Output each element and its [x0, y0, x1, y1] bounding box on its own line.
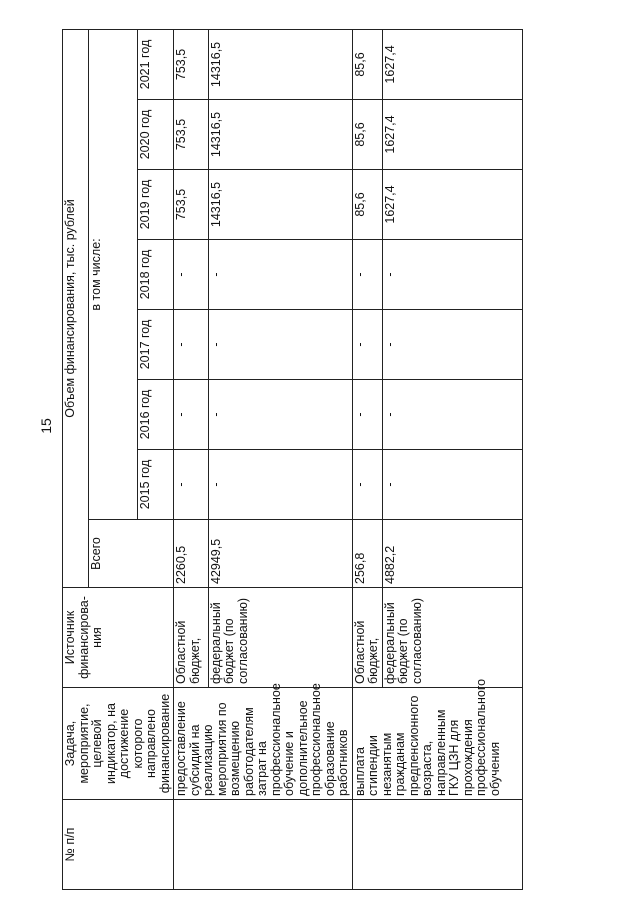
- header-source: Источник финансирова-ния: [63, 588, 174, 688]
- row-value: 14316,5: [208, 29, 352, 99]
- row-source: федеральный бюджет (по согласованию): [382, 588, 522, 688]
- row-total: 4882,2: [382, 520, 522, 588]
- row-task: предоставление субсидий на реализацию мероприятия по возмещению работодателям затрат на профессиональное обучение и дополнительное профессиональное образование работников: [174, 688, 353, 800]
- row-value: 753,5: [174, 100, 209, 170]
- row-total: 42949,5: [208, 520, 352, 588]
- row-task: выплата стипендии незанятым гражданам предпенсионного возраста, направленным ГКУ ЦЗН для прохождения профессионального обучения: [352, 688, 522, 800]
- header-volume: Объем финансирования, тыс. рублей: [63, 29, 89, 587]
- row-value: -: [174, 310, 209, 380]
- row-value: 14316,5: [208, 170, 352, 240]
- row-value: 85,6: [352, 29, 382, 99]
- row-value: -: [382, 310, 522, 380]
- row-value: -: [174, 380, 209, 450]
- row-value: 14316,5: [208, 100, 352, 170]
- header-year: 2019 год: [138, 170, 174, 240]
- row-value: -: [174, 240, 209, 310]
- header-year: 2021 год: [138, 29, 174, 99]
- row-value: -: [208, 450, 352, 520]
- row-num: [352, 800, 522, 890]
- row-value: 1627,4: [382, 170, 522, 240]
- row-value: -: [352, 450, 382, 520]
- page-number: 15: [38, 418, 54, 434]
- header-task: Задача, мероприятие, целевой индикатор, на достижение которого направлено финансирование: [63, 688, 174, 800]
- row-num: [174, 800, 353, 890]
- header-year: 2018 год: [138, 240, 174, 310]
- row-total: 256,8: [352, 520, 382, 588]
- row-value: -: [382, 380, 522, 450]
- row-total: 2260,5: [174, 520, 209, 588]
- row-value: -: [174, 450, 209, 520]
- financing-table-rotated: [62, 30, 500, 890]
- row-value: 753,5: [174, 170, 209, 240]
- header-year: 2016 год: [138, 380, 174, 450]
- row-value: -: [352, 310, 382, 380]
- row-source: федеральный бюджет (по согласованию): [208, 588, 352, 688]
- header-year: 2015 год: [138, 450, 174, 520]
- row-value: -: [352, 240, 382, 310]
- row-value: 1627,4: [382, 29, 522, 99]
- row-value: -: [382, 450, 522, 520]
- header-year: 2020 год: [138, 100, 174, 170]
- financing-table: [62, 29, 523, 890]
- header-including: в том числе:: [89, 29, 138, 519]
- row-value: 1627,4: [382, 100, 522, 170]
- row-value: -: [208, 240, 352, 310]
- row-value: -: [208, 310, 352, 380]
- row-value: -: [352, 380, 382, 450]
- table-row: [174, 29, 209, 889]
- header-num: № п/п: [63, 800, 174, 890]
- row-source: Областной бюджет,: [174, 588, 209, 688]
- row-source: Областной бюджет,: [352, 588, 382, 688]
- row-value: 85,6: [352, 170, 382, 240]
- header-total: Всего: [89, 520, 174, 588]
- table-row: [352, 29, 382, 889]
- row-value: 753,5: [174, 29, 209, 99]
- header-year: 2017 год: [138, 310, 174, 380]
- row-value: -: [208, 380, 352, 450]
- row-value: -: [382, 240, 522, 310]
- row-value: 85,6: [352, 100, 382, 170]
